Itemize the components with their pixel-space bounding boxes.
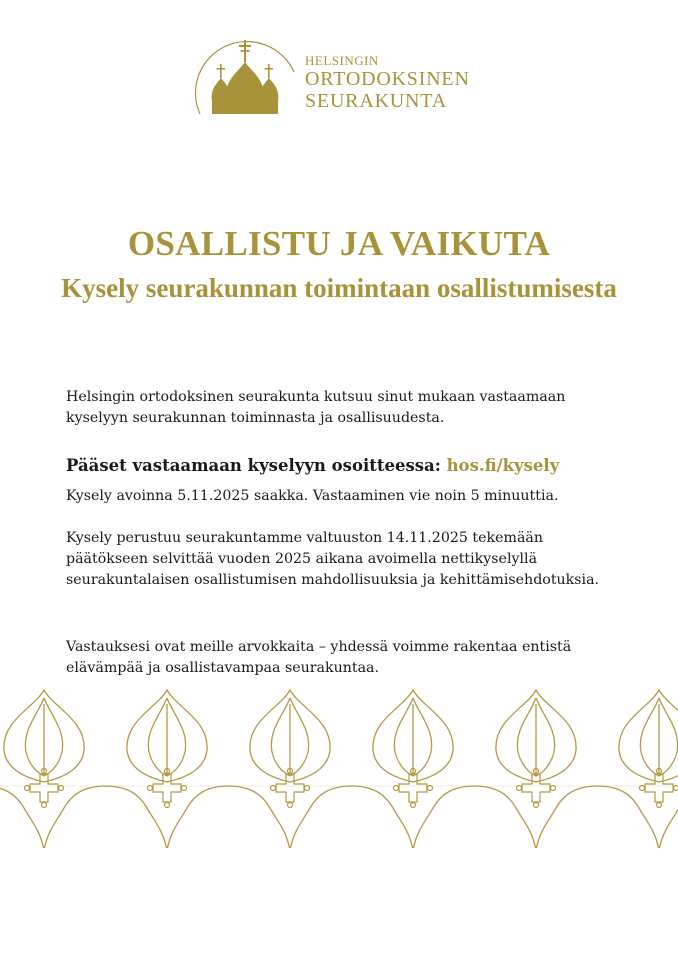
page-subtitle [0,270,678,306]
cta-text: Pääset vastaamaan kyselyyn osoitteessa: [66,456,441,475]
closing-paragraph: Vastauksesi ovat meille arvokkaita – yhdessä voimme rakentaa entistä elävämpää ja osallistavampaa seurakuntaa. [66,639,572,676]
logo-wordmark [305,54,470,111]
survey-link[interactable]: hos.fi/kysely [446,456,560,475]
logo-line-1: HELSINGIN [305,53,379,68]
survey-cta [66,455,626,477]
open-info-paragraph: Kysely avoinna 5.11.2025 saakka. Vastaaminen vie noin 5 minuuttia. [66,488,559,504]
intro-paragraph: Helsingin ortodoksinen seurakunta kutsuu sinut mukaan vastaamaan kyselyyn seurakunnan toiminnasta ja osallisuudesta. [66,389,566,426]
background-paragraph: Kysely perustuu seurakuntamme valtuuston 14.11.2025 tekemään päätökseen selvittää vuoden 2025 aikana avoimella nettikyselyllä seurakuntalaisen osallistumisen mahdollisuuksia ja kehittämisehdotuksia. [66,530,600,588]
logo-line-2: ORTODOKSINEN [305,68,470,90]
page-title: OSALLISTU JA VAIKUTA [127,224,551,263]
onion-dome-pattern-icon [0,688,678,848]
subtitle-text: Kysely seurakunnan toimintaan osallistumisesta [61,273,617,303]
logo-line-3: SEURAKUNTA [305,90,447,112]
